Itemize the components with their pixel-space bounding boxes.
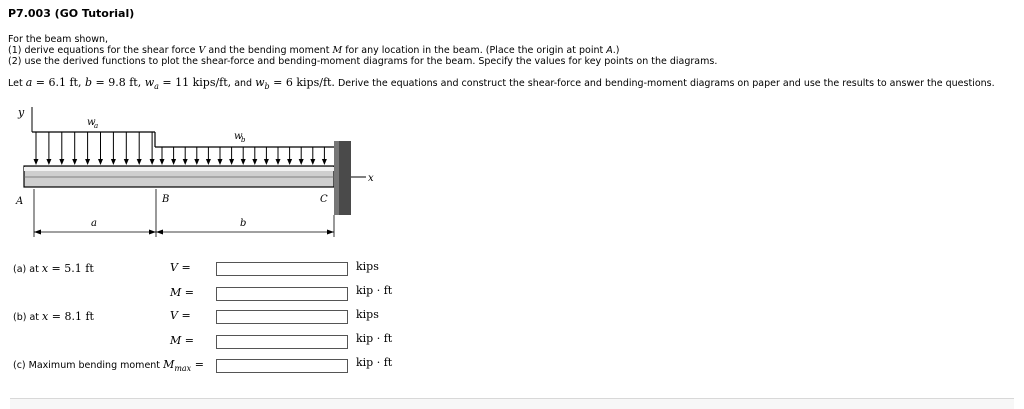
wb-load-arrow-head — [183, 159, 188, 165]
question-b-M-input[interactable] — [216, 335, 348, 349]
wa-load-arrow-head — [98, 159, 103, 165]
step1-text-c: for any location in the beam. (Place the origin at point — [342, 45, 607, 56]
given-instruction: Derive the equations and construct the shear-force and bending-moment diagrams on paper and use the results to answer the questions. — [334, 78, 995, 89]
wa-load-arrow-head — [150, 159, 155, 165]
beam-figure — [0, 95, 400, 245]
wa-load-arrow-head — [137, 159, 142, 165]
y-axis-label: y — [18, 106, 25, 119]
wb-load-arrow-head — [206, 159, 211, 165]
question-a-M-label: M = — [170, 286, 194, 299]
wb-load-arrow-head — [160, 159, 165, 165]
question-b-V-label: V = — [170, 309, 191, 322]
question-c-M-sub: max — [174, 363, 192, 373]
given-and: and — [231, 78, 256, 89]
footer-bar — [10, 398, 1014, 409]
given-wa-val: = 11 kips/ft, — [158, 76, 232, 89]
question-a-x-var: x — [41, 262, 49, 275]
wb-load-arrow-head — [218, 159, 223, 165]
distributed-load-arrows — [34, 132, 327, 165]
given-wb-val: = 6 kips/ft. — [269, 76, 335, 89]
given-a-var: a — [25, 76, 33, 89]
problem-step-2: (2) use the derived functions to plot the shear-force and bending-moment diagrams for the beam. Specify the values for key points on the diagrams. — [8, 56, 718, 67]
given-b-val: = 9.8 ft, — [92, 76, 145, 89]
dim-arrow-a-right — [149, 230, 156, 235]
given-wa-sub: a — [154, 81, 159, 91]
wb-load-arrow-head — [264, 159, 269, 165]
given-wa-var: w — [144, 76, 155, 89]
question-c-equals: = — [191, 358, 204, 371]
step1-text-b: and the bending moment — [205, 45, 333, 56]
x-axis-label: x — [368, 173, 374, 184]
wb-load-arrow-head — [287, 159, 292, 165]
question-c-label — [13, 358, 204, 373]
wb-load-arrow-head — [229, 159, 234, 165]
wb-load-arrow-head — [276, 159, 281, 165]
wa-load-arrow-head — [59, 159, 64, 165]
question-a-V-unit: kips — [356, 260, 379, 273]
dim-arrow-b-right — [327, 230, 334, 235]
wa-load-arrow-head — [85, 159, 90, 165]
question-c-Mmax-input[interactable] — [216, 359, 348, 373]
given-a-val: = 6.1 ft, — [32, 76, 85, 89]
step1-text-d: .) — [612, 45, 620, 56]
question-c-Mmax-unit: kip · ft — [356, 356, 393, 369]
wa-load-arrow-head — [124, 159, 129, 165]
question-b-V-input[interactable] — [216, 310, 348, 324]
given-wb-var: w — [255, 76, 265, 89]
question-a-M-input[interactable] — [216, 287, 348, 301]
given-prefix: Let — [8, 78, 26, 89]
given-values — [8, 76, 995, 91]
question-b-M-label: M = — [170, 334, 194, 347]
step1-point-A: A — [606, 45, 613, 56]
dim-arrow-b-left — [156, 230, 163, 235]
wb-load-arrow-head — [194, 159, 199, 165]
question-a-text: (a) at — [13, 264, 42, 275]
dim-a-label: a — [91, 218, 97, 229]
wa-load-arrow-head — [111, 159, 116, 165]
question-a-V-label: V = — [170, 261, 191, 274]
wa-label: w — [87, 117, 96, 128]
question-c-M-var: M — [163, 358, 175, 371]
question-a-label — [13, 262, 94, 275]
dim-b-label: b — [240, 218, 247, 229]
wa-load-arrow-head — [46, 159, 51, 165]
question-a-M-unit: kip · ft — [356, 284, 393, 297]
point-C-label: C — [320, 194, 328, 205]
question-b-x-value: = 8.1 ft — [48, 310, 94, 323]
wb-label-sub: b — [241, 136, 246, 144]
fixed-wall-shade — [334, 141, 339, 215]
question-b-M-unit: kip · ft — [356, 332, 393, 345]
question-c-text: (c) Maximum bending moment — [13, 360, 164, 371]
problem-title: P7.003 (GO Tutorial) — [8, 7, 135, 20]
question-a-x-value: = 5.1 ft — [48, 262, 94, 275]
question-b-text: (b) at — [13, 312, 43, 323]
step1-text-a: (1) derive equations for the shear force — [8, 45, 199, 56]
wa-label-sub: a — [94, 122, 99, 130]
wb-load-arrow-head — [241, 159, 246, 165]
wb-label: w — [234, 131, 243, 142]
given-wb-sub: b — [264, 81, 270, 91]
beam-highlight — [24, 167, 334, 171]
problem-step-1 — [8, 45, 619, 56]
point-B-label: B — [162, 194, 170, 205]
dim-arrow-a-left — [34, 230, 41, 235]
wb-load-arrow-head — [322, 159, 327, 165]
point-A-label: A — [16, 196, 24, 207]
problem-intro: For the beam shown, — [8, 34, 109, 45]
wa-load-arrow-head — [72, 159, 77, 165]
wa-load-arrow-head — [34, 159, 39, 165]
wb-load-arrow-head — [310, 159, 315, 165]
wb-load-arrow-head — [171, 159, 176, 165]
question-b-V-unit: kips — [356, 308, 379, 321]
question-a-V-input[interactable] — [216, 262, 348, 276]
given-b-var: b — [84, 76, 93, 89]
question-b-x-var: x — [42, 310, 49, 323]
step1-var-V: V — [198, 45, 206, 56]
wb-load-arrow-head — [299, 159, 304, 165]
wb-load-arrow-head — [252, 159, 257, 165]
step1-var-M: M — [332, 45, 343, 56]
question-b-label — [13, 310, 94, 323]
